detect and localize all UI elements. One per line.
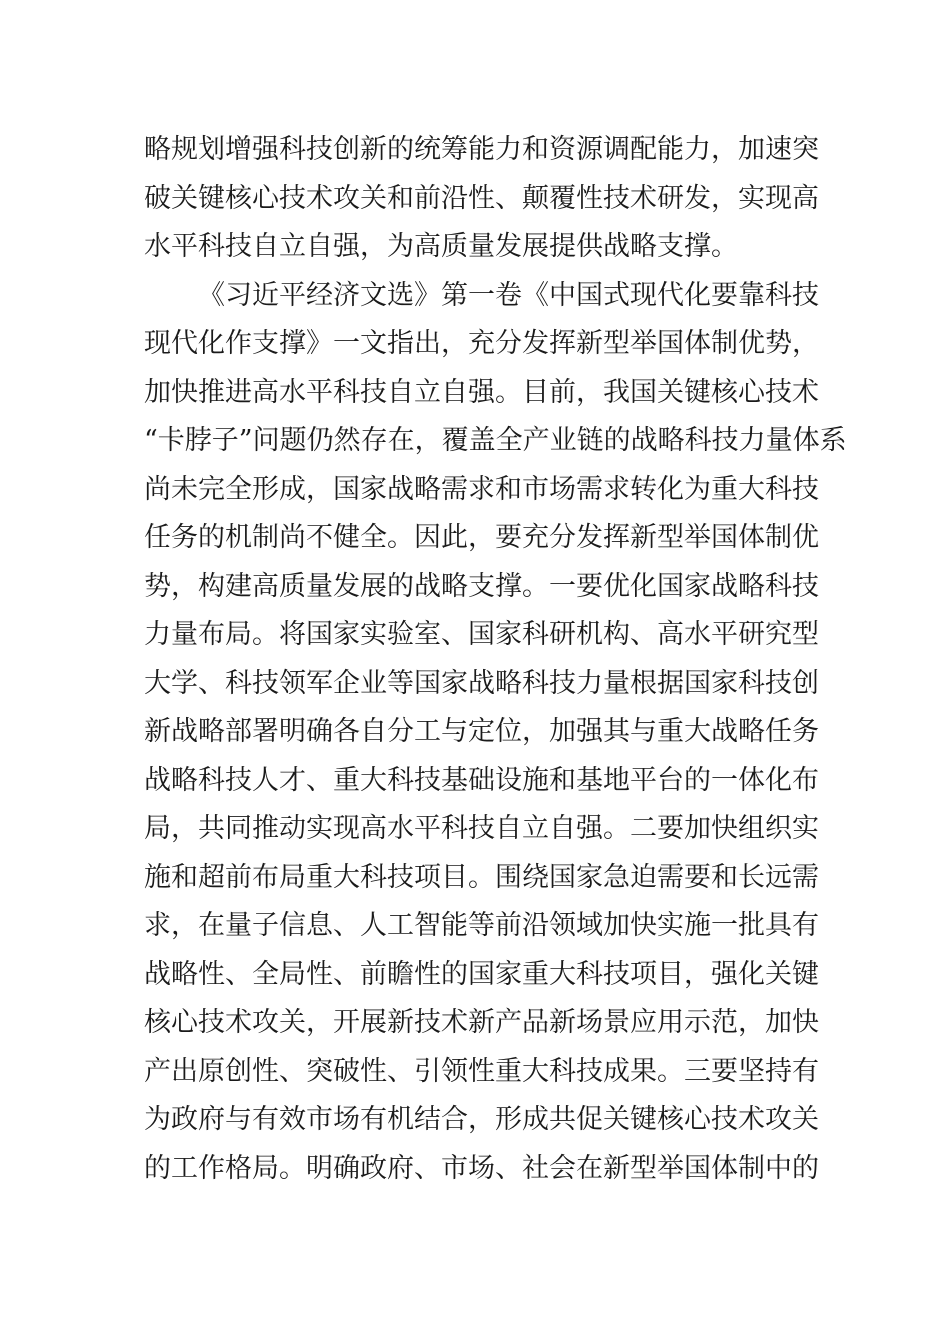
text-line: 战略性、全局性、前瞻性的国家重大科技项目，强化关键 [144, 958, 819, 990]
text-line: “卡脖子”问题仍然存在，覆盖全产业链的战略科技力量体系 [144, 425, 847, 456]
text-line: 求，在量子信息、人工智能等前沿领域加快实施一批具有 [144, 910, 819, 941]
text-line: 为政府与有效市场有机结合，形成共促关键核心技术攻关 [144, 1104, 819, 1135]
text-line: 力量布局。将国家实验室、国家科研机构、高水平研究型 [144, 619, 819, 650]
text-line: 势，构建高质量发展的战略支撑。一要优化国家战略科技 [144, 570, 819, 602]
body-text [144, 126, 847, 1193]
text-line: 局，共同推动实现高水平科技自立自强。二要加快组织实 [144, 813, 819, 844]
text-line: 战略科技人才、重大科技基础设施和基地平台的一体化布 [144, 764, 819, 796]
text-line: 尚未完全形成，国家战略需求和市场需求转化为重大科技 [144, 473, 819, 505]
text-line: 水平科技自立自强，为高质量发展提供战略支撑。 [144, 231, 738, 262]
text-line: 现代化作支撑》一文指出，充分发挥新型举国体制优势， [144, 328, 819, 359]
text-line: 略规划增强科技创新的统筹能力和资源调配能力，加速突 [144, 134, 819, 165]
text-line: 施和超前布局重大科技项目。围绕国家急迫需要和长远需 [144, 861, 819, 893]
text-line: 大学、科技领军企业等国家战略科技力量根据国家科技创 [144, 667, 819, 699]
text-line: 破关键核心技术攻关和前沿性、颠覆性技术研发，实现高 [144, 182, 819, 214]
paragraph-1 [144, 126, 819, 272]
text-line: 加快推进高水平科技自立自强。目前，我国关键核心技术 [144, 376, 819, 408]
text-line: 新战略部署明确各自分工与定位，加强其与重大战略任务 [144, 716, 819, 747]
text-line: 的工作格局。明确政府、市场、社会在新型举国体制中的 [144, 1152, 819, 1184]
paragraph-2 [144, 272, 847, 1194]
text-line: 产出原创性、突破性、引领性重大科技成果。三要坚持有 [144, 1055, 819, 1087]
text-line: 核心技术攻关，开展新技术新产品新场景应用示范，加快 [144, 1007, 819, 1038]
text-line-first: 《习近平经济文选》第一卷《中国式现代化要靠科技 [198, 279, 819, 311]
text-line: 任务的机制尚不健全。因此，要充分发挥新型举国体制优 [144, 522, 819, 553]
